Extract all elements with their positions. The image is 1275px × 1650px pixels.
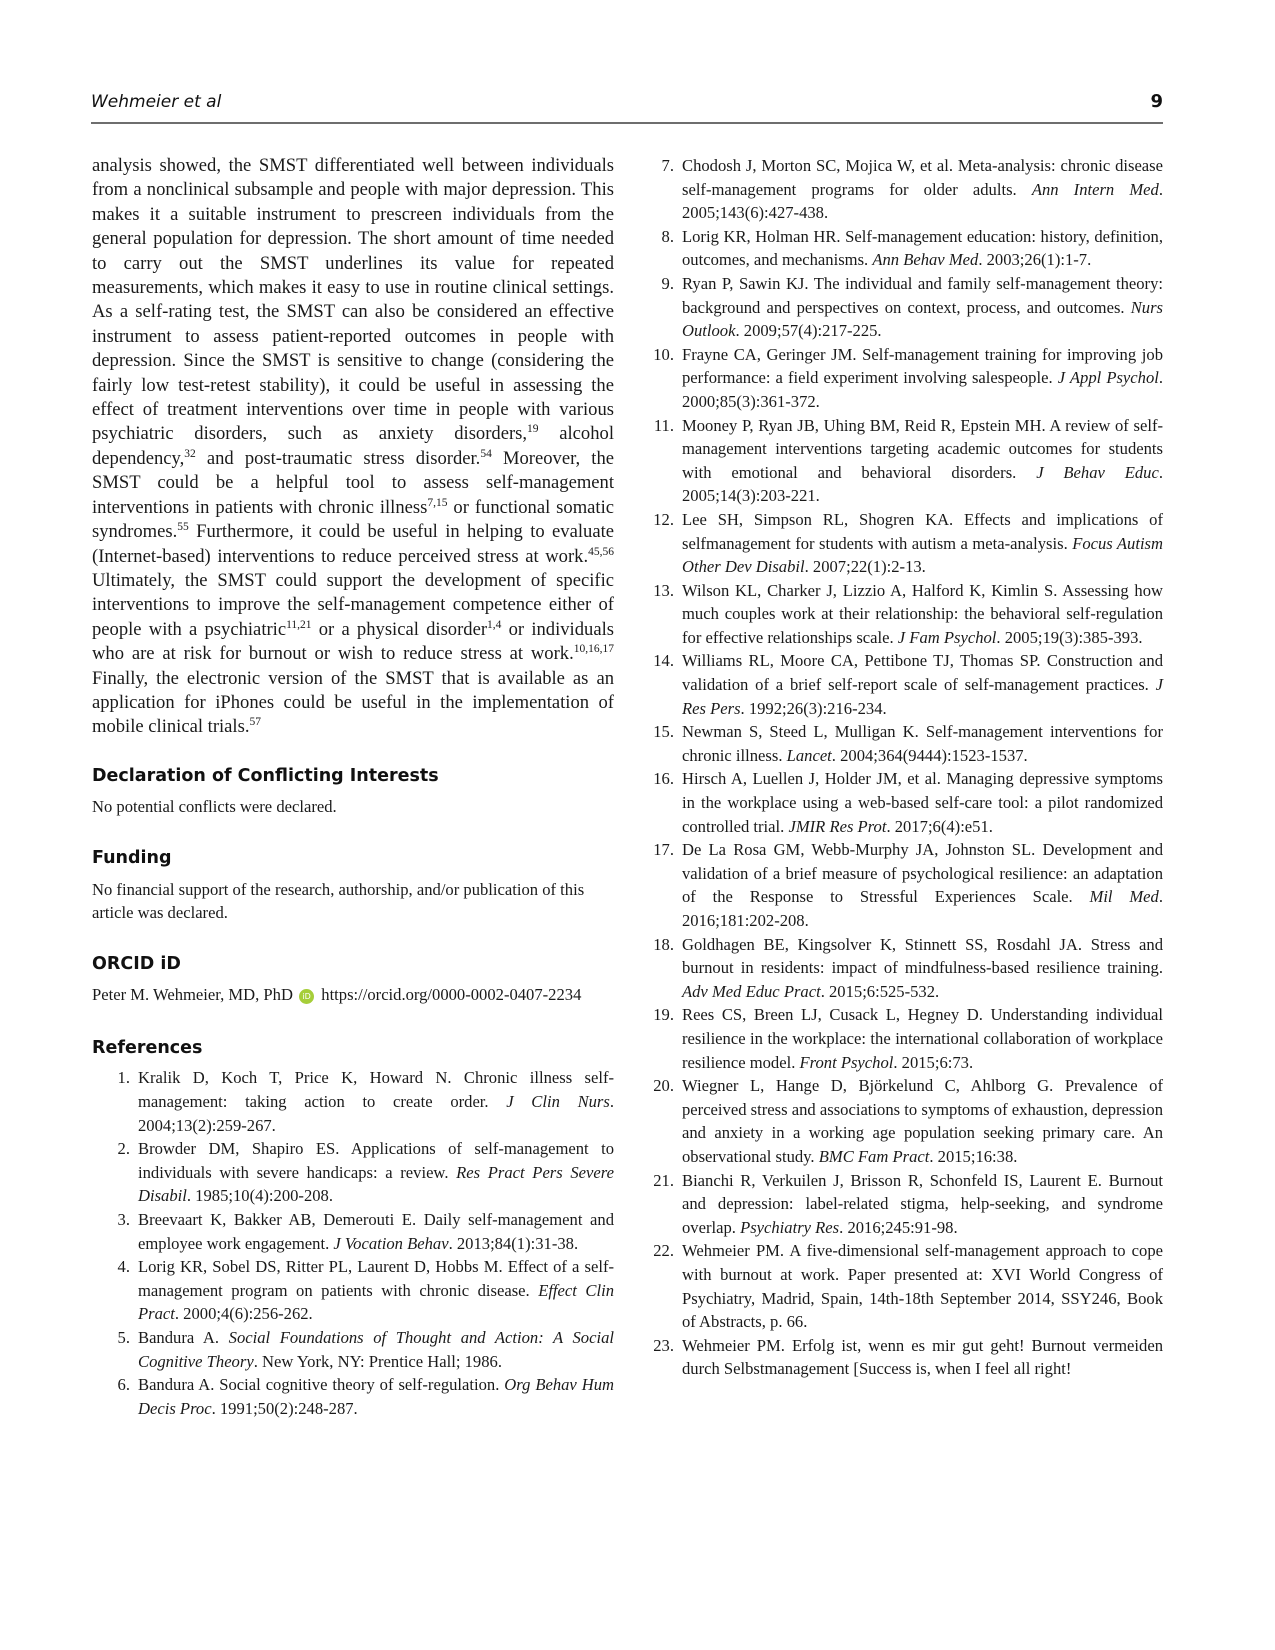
reference-item: 7. Chodosh J, Morton SC, Mojica W, et al. Meta-analysis: chronic disease self-management programs for older adults. Ann Intern Med. 2005;143(6):427-438. bbox=[661, 156, 1163, 223]
orcid-icon[interactable]: iD bbox=[299, 989, 314, 1004]
reference-item: 6. Bandura A. Social cognitive theory of self-regulation. Org Behav Hum Decis Proc. 1991;50(2):248-287. bbox=[117, 1375, 614, 1418]
reference-item: 9. Ryan P, Sawin KJ. The individual and family self-management theory: background and perspectives on context, process, and outcomes. Nurs Outlook. 2009;57(4):217-225. bbox=[661, 273, 1163, 341]
reference-item: 20. Wiegner L, Hange D, Björkelund C, Ahlborg G. Prevalence of perceived stress and associations to symptoms of exhaustion, depression and anxiety in a working age population seeking primary care. An observational study. BMC Fam Pract. 2015;16:38. bbox=[653, 1076, 1163, 1166]
reference-item: 12. Lee SH, Simpson RL, Shogren KA. Effects and implications of selfmanagement for students with autism a meta-analysis. Focus Autism Other Dev Disabil. 2007;22(1):2-13. bbox=[653, 509, 1163, 577]
text-segment: or functional somatic syndromes. bbox=[92, 496, 614, 543]
reference-item: 17. De La Rosa GM, Webb-Murphy JA, Johnston SL. Development and validation of a brief measure of psychological resilience: an adaptation of the Response to Stressful Experiences Scale. Mil Med. 2016;181:202-208. bbox=[653, 840, 1163, 930]
reference-item: 18. Goldhagen BE, Kingsolver K, Stinnett SS, Rosdahl JA. Stress and burnout in residents: impact of mindfulness-based resilience training. Adv Med Educ Pract. 2015;6:525-532. bbox=[653, 934, 1163, 1001]
author-name: Peter M. Wehmeier, MD, PhD bbox=[92, 984, 293, 1004]
page-number: 9 bbox=[1150, 91, 1163, 112]
reference-item: 3. Breevaart K, Bakker AB, Demerouti E. Daily self-management and employee work engagement. J Vocation Behav. 2013;84(1):31-38. bbox=[117, 1209, 614, 1253]
reference-item: 1. Kralik D, Koch T, Price K, Howard N. Chronic illness self-management: taking action to create order. J Clin Nurs. 2004;13(2):259-267. bbox=[117, 1068, 614, 1135]
orcid-link[interactable]: https://orcid.org/0000-0002-0407-2234 bbox=[321, 984, 582, 1004]
citation-superscript[interactable]: 54 bbox=[480, 447, 492, 460]
reference-item: 11. Mooney P, Ryan JB, Uhing BM, Reid R, Epstein MH. A review of self-management interventions targeting academic outcomes for students with emotional and behavioral disorders. J Behav Educ. 2005;14(3):203-221. bbox=[653, 415, 1164, 506]
text-segment: and post-traumatic stress disorder. bbox=[195, 447, 481, 469]
citation-superscript[interactable]: 45,56 bbox=[588, 545, 614, 558]
citation-superscript[interactable]: 10,16,17 bbox=[573, 643, 614, 656]
section-heading-conflict: Declaration of Conflicting Interests bbox=[92, 765, 439, 786]
section-heading-orcid: ORCID iD bbox=[92, 953, 181, 974]
orcid-entry bbox=[92, 983, 614, 1006]
reference-item: 2. Browder DM, Shapiro ES. Applications of self-management to individuals with severe handicaps: a review. Res Pract Pers Severe Disabil. 1985;10(4):200-208. bbox=[117, 1139, 614, 1206]
references-section bbox=[92, 1036, 614, 1420]
reference-item: 8. Lorig KR, Holman HR. Self-management education: history, definition, outcomes, and mechanisms. Ann Behav Med. 2003;26(1):1-7. bbox=[661, 226, 1163, 270]
right-column bbox=[636, 154, 1163, 1381]
running-head: Wehmeier et al bbox=[91, 92, 222, 112]
reference-item: 15. Newman S, Steed L, Mulligan K. Self-management interventions for chronic illness. Lancet. 2004;364(9444):1523-1537. bbox=[653, 722, 1163, 765]
reference-list-right bbox=[636, 154, 1163, 1381]
text-segment: Finally, the electronic version of the SMST that is available as an application for iPhones could be useful in the implementation of mobile clinical trials. bbox=[92, 667, 614, 738]
reference-item: 10. Frayne CA, Geringer JM. Self-management training for improving job performance: a field experiment involving salespeople. J Appl Psychol. 2000;85(3):361-372. bbox=[653, 344, 1164, 411]
citation-superscript[interactable]: 32 bbox=[184, 447, 196, 460]
text-segment: Furthermore, it could be useful in helping to evaluate (Internet-based) interventions to reduce perceived stress at work. bbox=[92, 521, 614, 567]
text-segment: Ultimately, the SMST could support the development of specific interventions to improve the self-management competence either of people with a psychiatric bbox=[92, 569, 614, 640]
reference-item: 23. Wehmeier PM. Erfolg ist, wenn es mir gut geht! Burnout vermeiden durch Selbstmanagement [Success is, when I feel all right! bbox=[653, 1335, 1163, 1379]
citation-superscript[interactable]: 1,4 bbox=[487, 618, 502, 631]
citation-superscript[interactable]: 7,15 bbox=[427, 496, 448, 509]
reference-item: 13. Wilson KL, Charker J, Lizzio A, Halford K, Kimlin S. Assessing how much couples work at their relationship: the behavioral self-regulation for effective relationships scale. J Fam Psychol. 2005;19(3):385-393. bbox=[653, 580, 1163, 647]
text-segment: Moreover, the SMST could be a helpful tool to assess self-management interventions in patients with chronic illness bbox=[92, 447, 614, 518]
page-header bbox=[91, 88, 1163, 124]
body-paragraph bbox=[92, 154, 614, 740]
reference-list-left bbox=[92, 1066, 614, 1420]
citation-superscript[interactable]: 57 bbox=[249, 716, 261, 729]
funding-section bbox=[92, 846, 614, 923]
text-segment: or individuals who are at risk for burnout or wish to reduce stress at work. bbox=[92, 618, 614, 665]
text-segment: analysis showed, the SMST differentiated well between individuals from a nonclinical subsample and people with major depression. This makes it a suitable instrument to prescreen individuals from the general population for depression. The short amount of time needed to carry out the SMST underlines its value for repeated measurements, which makes it easy to use in routine clinical settings. As a self-rating test, the SMST can also be considered an effective instrument to assess patient-reported outcomes in people with depression. Since the SMST is sensitive to change (considering the fairly low test-retest stability), it could be useful in assessing the effect of treatment interventions over time in people with various psychiatric disorders, such as anxiety disorders, bbox=[92, 155, 614, 445]
text-segment: alcohol dependency, bbox=[92, 423, 614, 469]
conflict-section bbox=[92, 764, 614, 818]
section-heading-funding: Funding bbox=[92, 848, 172, 869]
funding-statement: No financial support of the research, authorship, and/or publication of this article was declared. bbox=[92, 879, 585, 922]
citation-superscript[interactable]: 11,21 bbox=[286, 618, 312, 631]
reference-item: 21. Bianchi R, Verkuilen J, Brisson R, Schonfeld IS, Laurent E. Burnout and depression: label-related stigma, help-seeking, and syndrome overlap. Psychiatry Res. 2016;245:91-98. bbox=[653, 1170, 1163, 1237]
reference-item: 16. Hirsch A, Luellen J, Holder JM, et al. Managing depressive symptoms in the workplace using a web-based self-care tool: a pilot randomized controlled trial. JMIR Res Prot. 2017;6(4):e51. bbox=[653, 769, 1163, 836]
text-segment: or a physical disorder bbox=[311, 618, 488, 640]
section-heading-references: References bbox=[92, 1037, 203, 1058]
reference-item: 19. Rees CS, Breen LJ, Cusack L, Hegney D. Understanding individual resilience in the workplace: the international collaboration of workplace resilience model. Front Psychol. 2015;6:73. bbox=[653, 1005, 1163, 1072]
left-column bbox=[92, 154, 614, 1420]
orcid-section bbox=[92, 952, 614, 1006]
citation-superscript[interactable]: 19 bbox=[527, 423, 539, 436]
citation-superscript[interactable]: 55 bbox=[177, 521, 189, 534]
conflict-statement: No potential conflicts were declared. bbox=[92, 797, 337, 817]
reference-item: 5. Bandura A. Social Foundations of Thought and Action: A Social Cognitive Theory. New York, NY: Prentice Hall; 1986. bbox=[117, 1327, 614, 1371]
reference-item: 14. Williams RL, Moore CA, Pettibone TJ, Thomas SP. Construction and validation of a brief self-report scale of self-management practices. J Res Pers. 1992;26(3):216-234. bbox=[653, 651, 1163, 718]
reference-item: 4. Lorig KR, Sobel DS, Ritter PL, Laurent D, Hobbs M. Effect of a self-management program on patients with chronic disease. Effect Clin Pract. 2000;4(6):256-262. bbox=[117, 1257, 614, 1324]
reference-item: 22. Wehmeier PM. A five-dimensional self-management approach to cope with burnout at work. Paper presented at: XVI World Congress of Psychiatry, Madrid, Spain, 14th-18th September 2014, SSY246, Book of Abstracts, p. 66. bbox=[653, 1241, 1163, 1332]
